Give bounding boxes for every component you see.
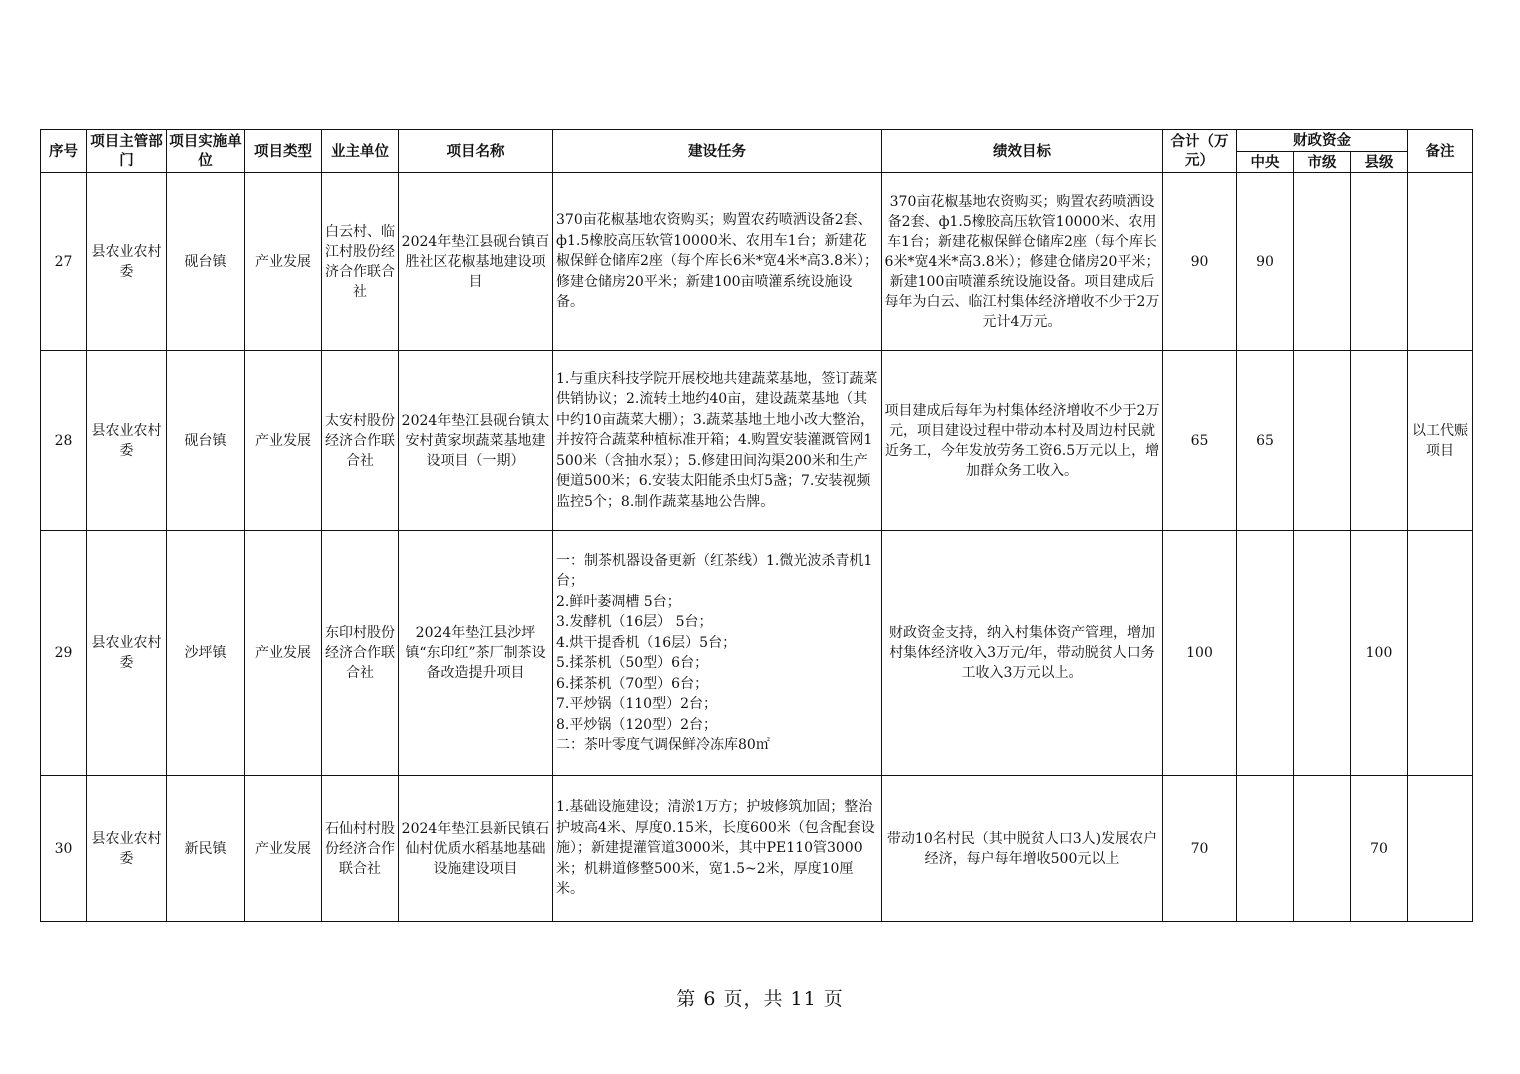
header-row xyxy=(41,130,1473,152)
cell-impl-unit: 新民镇 xyxy=(167,776,245,922)
task-line: 4.烘干提香机（16层）5台； xyxy=(556,634,737,651)
cell-goal: 财政资金支持，纳入村集体资产管理，增加村集体经济收入3万元/年，带动脱贫人口务工收入3万元以上。 xyxy=(882,531,1163,776)
cell-county: 70 xyxy=(1351,776,1408,922)
cell-seq: 28 xyxy=(41,351,87,531)
cell-total: 70 xyxy=(1163,776,1237,922)
cell-county xyxy=(1351,173,1408,351)
cell-task: 1.基础设施建设；清淤1万方；护坡修筑加固；整治护坡高4米、厚度0.15米，长度600米（包含配套设施）；新建提灌管道3000米，其中PE110管3000米；机耕道修整500米，宽1.5~2米，厚度10厘米。 xyxy=(553,776,882,922)
page-footer xyxy=(0,984,1520,1011)
cell-dept: 县农业农村委 xyxy=(87,531,167,776)
header-central: 中央 xyxy=(1237,152,1294,173)
cell-project-name: 2024年垫江县砚台镇太安村黄家坝蔬菜基地建设项目（一期） xyxy=(399,351,553,531)
cell-owner: 太安村股份经济合作联合社 xyxy=(322,351,399,531)
header-county: 县级 xyxy=(1351,152,1408,173)
cell-owner: 白云村、临江村股份经济合作联合社 xyxy=(322,173,399,351)
table-row xyxy=(41,173,1473,351)
cell-central xyxy=(1237,531,1294,776)
cell-remark xyxy=(1408,531,1473,776)
task-line: 8.平炒锅（120型）2台； xyxy=(556,716,717,733)
cell-dept: 县农业农村委 xyxy=(87,173,167,351)
task-line: 2.鲜叶萎凋槽 5台； xyxy=(556,593,681,610)
cell-goal: 370亩花椒基地农资购买；购置农药喷洒设备2套、ф1.5橡胶高压软管10000米、农用车1台；新建花椒保鲜仓储库2座（每个库长6米*宽4米*高3.8米）；修建仓储房20平米；新建100亩喷灌系统设施设备。项目建成后每年为白云、临江村集体经济增收不少于2万元计4万元。 xyxy=(882,173,1163,351)
cell-impl-unit: 砚台镇 xyxy=(167,173,245,351)
cell-project-name: 2024年垫江县沙坪镇“东印红”茶厂制茶设备改造提升项目 xyxy=(399,531,553,776)
header-total: 合计（万元） xyxy=(1163,130,1237,173)
cell-total: 100 xyxy=(1163,531,1237,776)
cell-city xyxy=(1294,776,1351,922)
header-dept: 项目主管部门 xyxy=(87,130,167,173)
task-line: 二：茶叶零度气调保鲜冷冻库80㎡ xyxy=(556,737,770,753)
cell-project-name: 2024年垫江县砚台镇百胜社区花椒基地建设项目 xyxy=(399,173,553,351)
header-fiscal: 财政资金 xyxy=(1237,130,1408,152)
header-seq: 序号 xyxy=(41,130,87,173)
cell-county xyxy=(1351,351,1408,531)
task-line: 5.揉茶机（50型）6台； xyxy=(556,655,709,671)
page-number: 第 6 页，共 11 页 xyxy=(676,988,844,1010)
table-row xyxy=(41,531,1473,776)
cell-county: 100 xyxy=(1351,531,1408,776)
cell-city xyxy=(1294,351,1351,531)
header-task: 建设任务 xyxy=(553,130,882,173)
cell-project-name: 2024年垫江县新民镇石仙村优质水稻基地基础设施建设项目 xyxy=(399,776,553,922)
task-line: 6.揉茶机（70型）6台； xyxy=(556,675,709,692)
cell-central: 90 xyxy=(1237,173,1294,351)
cell-type: 产业发展 xyxy=(245,531,322,776)
cell-city xyxy=(1294,173,1351,351)
table-row xyxy=(41,351,1473,531)
header-owner: 业主单位 xyxy=(322,130,399,173)
cell-owner: 石仙村村股份经济合作联合社 xyxy=(322,776,399,922)
cell-total: 65 xyxy=(1163,351,1237,531)
task-line: 7.平炒锅（110型）2台； xyxy=(556,696,717,712)
task-line: 3.发酵机（16层） 5台； xyxy=(556,614,713,630)
cell-city xyxy=(1294,531,1351,776)
cell-remark: 以工代赈项目 xyxy=(1408,351,1473,531)
project-table xyxy=(40,129,1473,922)
header-impl-unit: 项目实施单位 xyxy=(167,130,245,173)
header-goal: 绩效目标 xyxy=(882,130,1163,173)
cell-total: 90 xyxy=(1163,173,1237,351)
cell-impl-unit: 沙坪镇 xyxy=(167,531,245,776)
table-row xyxy=(41,776,1473,922)
cell-type: 产业发展 xyxy=(245,173,322,351)
cell-central xyxy=(1237,776,1294,922)
task-line: 一：制茶机器设备更新（红茶线）1.微光波杀青机1台； xyxy=(556,552,873,589)
cell-type: 产业发展 xyxy=(245,351,322,531)
cell-remark xyxy=(1408,173,1473,351)
cell-task-list xyxy=(553,531,882,776)
cell-dept: 县农业农村委 xyxy=(87,776,167,922)
cell-goal: 带动10名村民（其中脱贫人口3人)发展农户经济，每户每年增收500元以上 xyxy=(882,776,1163,922)
cell-central: 65 xyxy=(1237,351,1294,531)
cell-seq: 29 xyxy=(41,531,87,776)
cell-type: 产业发展 xyxy=(245,776,322,922)
header-remark: 备注 xyxy=(1408,130,1473,173)
cell-owner: 东印村股份经济合作联合社 xyxy=(322,531,399,776)
header-project-name: 项目名称 xyxy=(399,130,553,173)
header-type: 项目类型 xyxy=(245,130,322,173)
cell-task: 370亩花椒基地农资购买；购置农药喷洒设备2套、ф1.5橡胶高压软管10000米、农用车1台；新建花椒保鲜仓储库2座（每个库长6米*宽4米*高3.8米）；修建仓储房20平米；新建100亩喷灌系统设施设备。 xyxy=(553,173,882,351)
cell-remark xyxy=(1408,776,1473,922)
cell-goal: 项目建成后每年为村集体经济增收不少于2万元，项目建设过程中带动本村及周边村民就近务工，今年发放劳务工资6.5万元以上，增加群众务工收入。 xyxy=(882,351,1163,531)
cell-dept: 县农业农村委 xyxy=(87,351,167,531)
cell-seq: 30 xyxy=(41,776,87,922)
cell-impl-unit: 砚台镇 xyxy=(167,351,245,531)
cell-task: 1.与重庆科技学院开展校地共建蔬菜基地，签订蔬菜供销协议；2.流转土地约40亩，建设蔬菜基地（其中约10亩蔬菜大棚）；3.蔬菜基地土地小改大整治，并按符合蔬菜种植标准开箱；4.购置安装灌溉管网1500米（含抽水泵）；5.修建田间沟渠200米和生产便道500米；6.安装太阳能杀虫灯5盏；7.安装视频监控5个；8.制作蔬菜基地公告牌。 xyxy=(553,351,882,531)
cell-seq: 27 xyxy=(41,173,87,351)
header-city: 市级 xyxy=(1294,152,1351,173)
